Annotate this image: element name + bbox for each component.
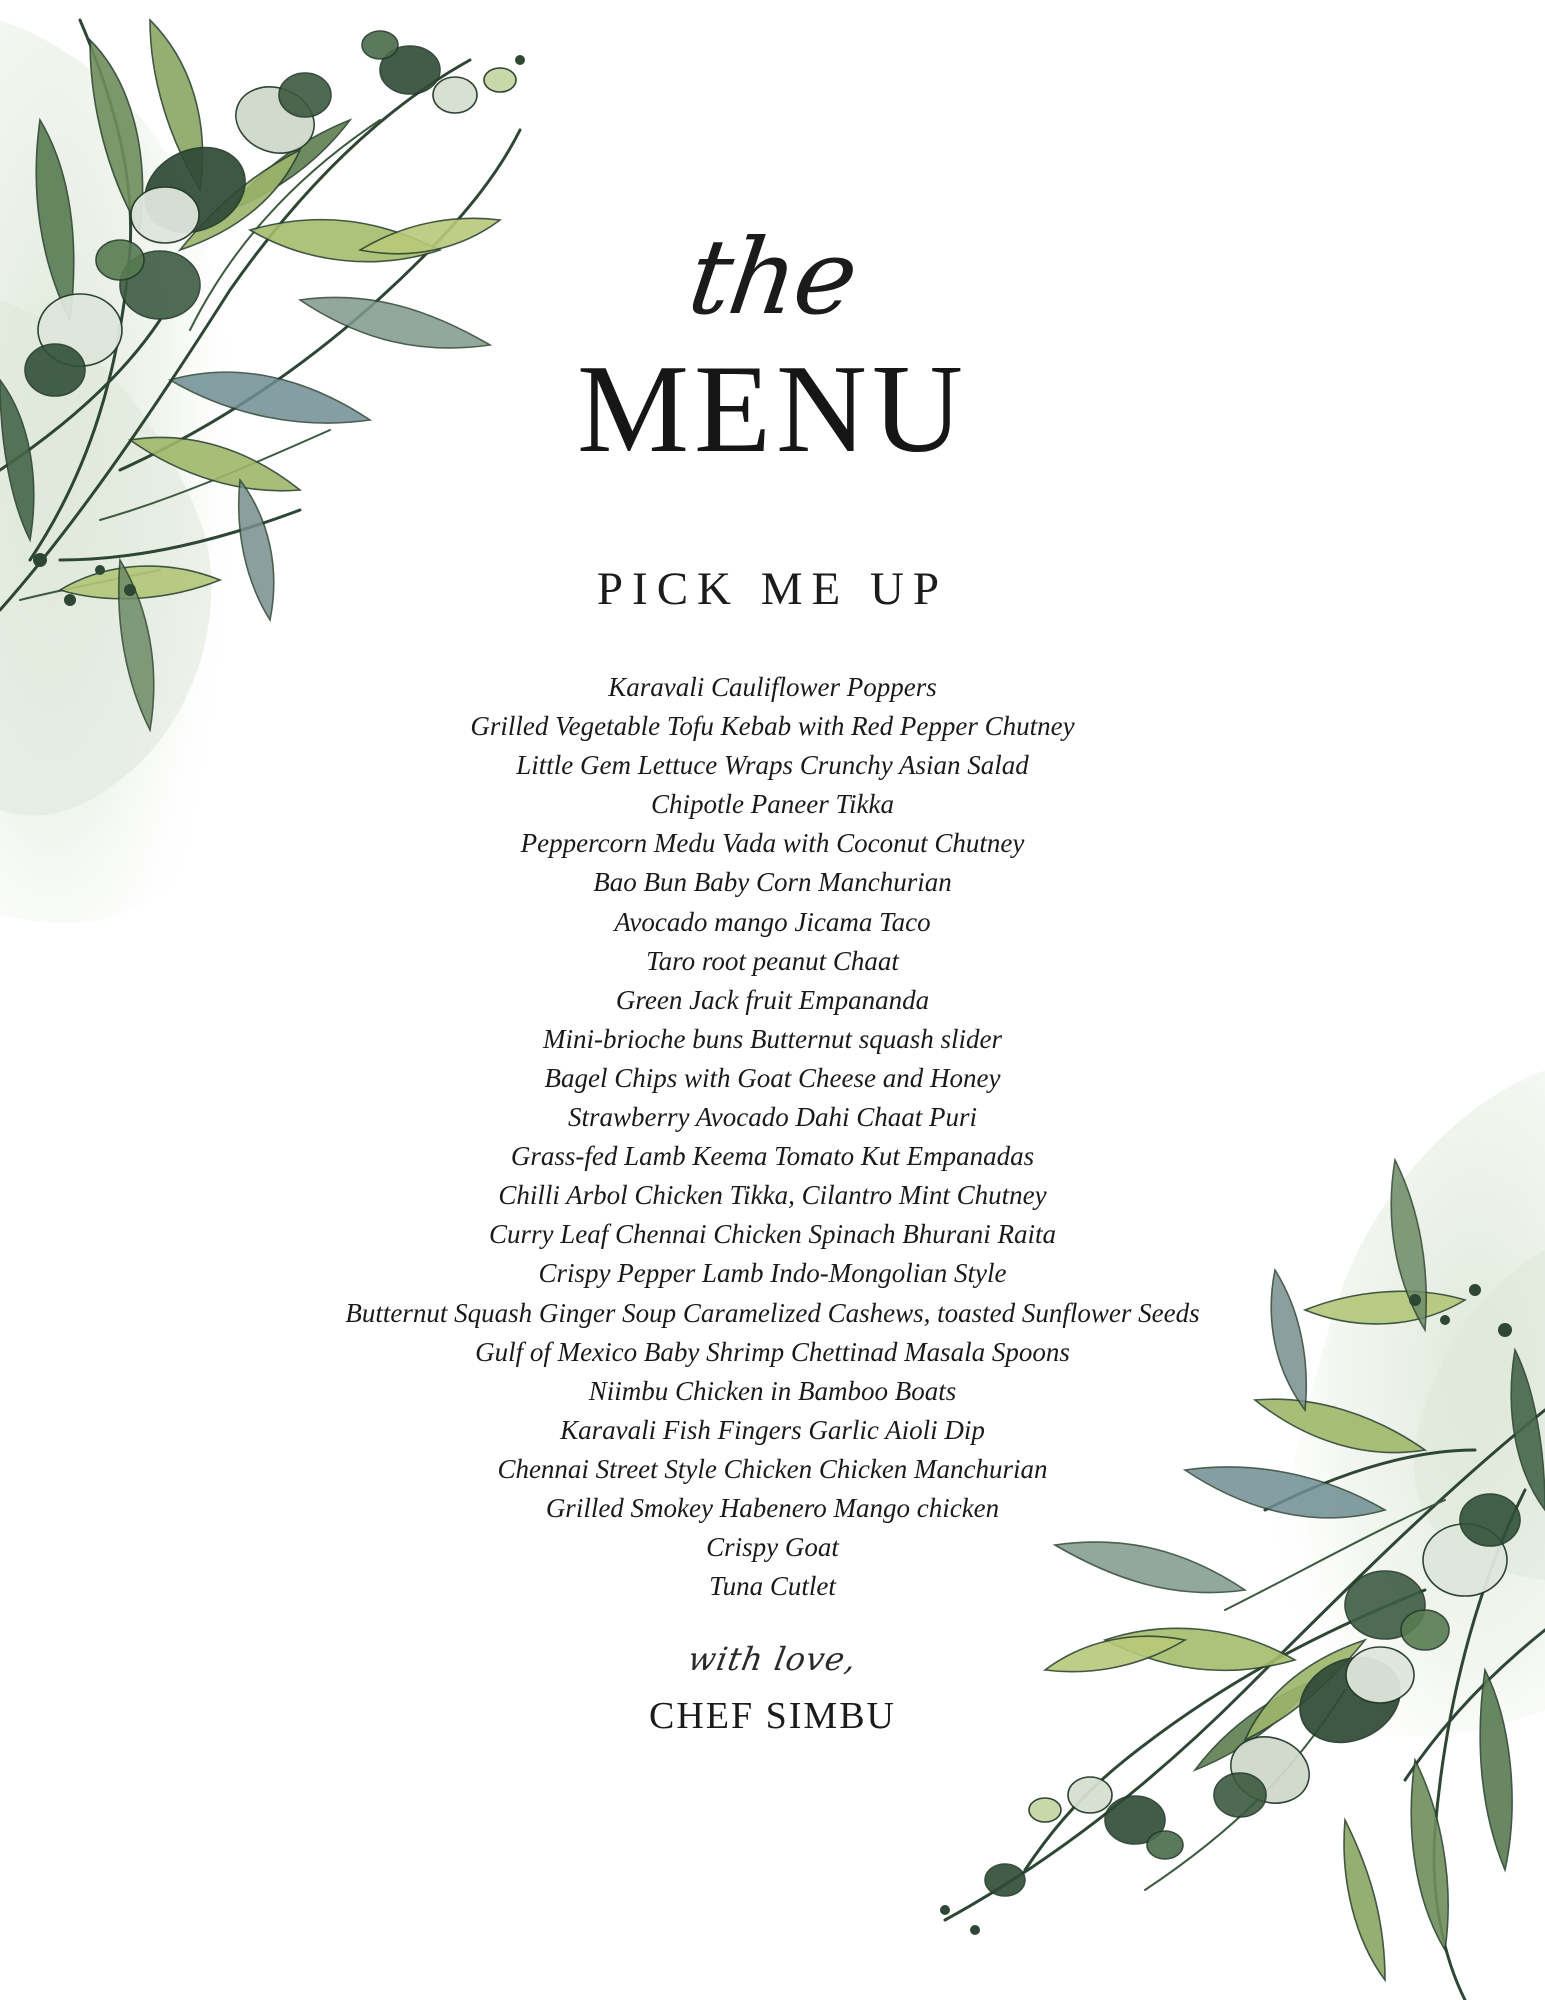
section-title: PICK ME UP [596,563,949,615]
menu-item: Grilled Smokey Habenero Mango chicken [545,1492,1000,1523]
menu-item: Grass-fed Lamb Keema Tomato Kut Empanadas [510,1141,1035,1172]
menu-item: Chilli Arbol Chicken Tikka, Cilantro Mint Chutney [498,1180,1047,1211]
menu-item: Green Jack fruit Empananda [615,984,930,1015]
menu-item: Gulf of Mexico Baby Shrimp Chettinad Masala Spoons [475,1336,1070,1367]
page-title: MENU [577,340,968,479]
menu-item: Karavali Fish Fingers Garlic Aioli Dip [560,1414,985,1445]
menu-item: Crispy Goat [706,1532,839,1563]
chef-signature: CHEF SIMBU [649,1695,896,1737]
menu-item: Butternut Squash Ginger Soup Caramelized Cashews, toasted Sunflower Seeds [345,1297,1200,1328]
menu-item-list [0,668,1545,1606]
menu-item: Curry Leaf Chennai Chicken Spinach Bhurani Raita [489,1219,1056,1250]
menu-item: Crispy Pepper Lamb Indo-Mongolian Style [538,1258,1007,1289]
menu-item: Karavali Cauliflower Poppers [608,672,937,702]
closing-script: with love, [685,1640,860,1678]
menu-item: Taro root peanut Chaat [646,945,899,976]
script-heading: the [681,216,864,338]
menu-item: Peppercorn Medu Vada with Coconut Chutney [520,828,1025,859]
menu-item: Bao Bun Baby Corn Manchurian [593,867,952,898]
menu-item: Tuna Cutlet [709,1571,836,1602]
menu-item: Chennai Street Style Chicken Chicken Manchurian [497,1453,1048,1484]
menu-item: Grilled Vegetable Tofu Kebab with Red Pepper Chutney [470,711,1075,742]
menu-item: Chipotle Paneer Tikka [651,789,894,820]
menu-item: Avocado mango Jicama Taco [614,906,931,937]
menu-item: Niimbu Chicken in Bamboo Boats [588,1375,957,1406]
menu-item: Little Gem Lettuce Wraps Crunchy Asian Salad [516,750,1029,781]
menu-item: Strawberry Avocado Dahi Chaat Puri [568,1102,977,1133]
menu-item: Mini-brioche buns Butternut squash slider [543,1023,1002,1054]
menu-item: Bagel Chips with Goat Cheese and Honey [544,1062,1001,1093]
